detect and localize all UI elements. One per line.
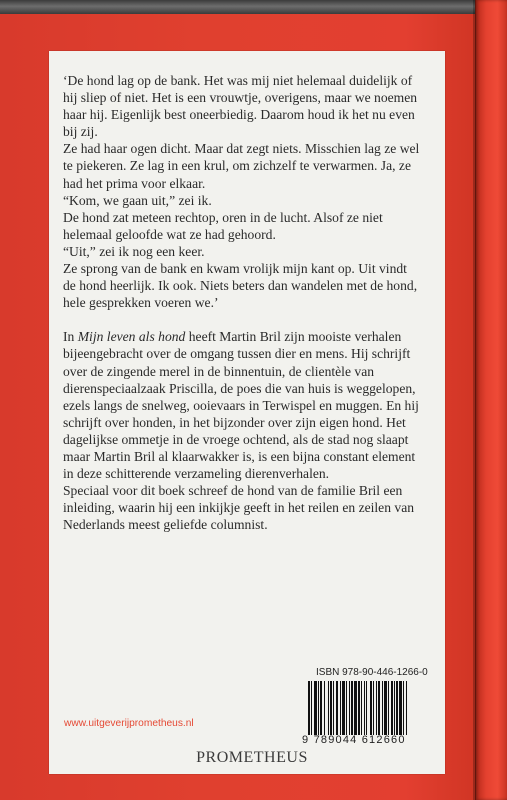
- blurb-line: bijeengebracht over de omgang tussen dier en mens. Hij schrijft: [63, 346, 411, 362]
- book-title: Mijn leven als hond: [77, 329, 186, 345]
- blurb-block: [63, 328, 435, 533]
- quote-line: helemaal geloofde wat ze had gehoord.: [63, 226, 276, 242]
- barcode-bar: [349, 681, 350, 735]
- barcode-bar: [320, 681, 322, 735]
- quote-line: Ze had haar ogen dicht. Maar dat zegt niets. Misschien lag ze wel: [63, 141, 420, 157]
- quote-line: te piekeren. Ze lag in een krul, om zichzelf te verwarmen. Ja, ze: [63, 158, 411, 174]
- barcode-bar: [399, 681, 402, 735]
- barcode-bar: [376, 681, 377, 735]
- quote-line: hele gesprekken voeren we.’: [63, 295, 219, 311]
- barcode-bar: [366, 681, 367, 735]
- barcode-bar: [358, 681, 360, 735]
- blurb-line: schrijft over honden, in het bijzonder over zijn eigen hond. Het: [63, 414, 406, 430]
- blurb-prefix: In: [63, 329, 78, 345]
- quote-line: bij zij.: [63, 124, 98, 140]
- barcode-bar: [342, 681, 345, 735]
- barcode-digits: 9 789044 612660: [302, 734, 406, 746]
- barcode-bar: [384, 681, 387, 735]
- barcode-bar: [354, 681, 357, 735]
- quote-line: Ze sprong van de bank en kwam vrolijk mijn kant op. Uit vindt: [63, 261, 407, 277]
- quote-line: ‘De hond lag op de bank. Het was mij niet helemaal duidelijk of: [63, 73, 413, 88]
- blurb-line: Nederlands meest geliefde columnist.: [63, 517, 268, 533]
- spine-fold-shadow: [473, 0, 476, 800]
- quote-line: “Uit,” zei ik nog een keer.: [63, 243, 205, 259]
- barcode-bar: [311, 681, 312, 735]
- quote-line: de hond heerlijk. Ik ook. Niets beters dan wandelen met de hond,: [63, 278, 418, 294]
- quote-line: “Kom, we gaan uit,” zei ik.: [63, 192, 212, 208]
- blurb-first-line: [63, 328, 435, 345]
- barcode-bar: [361, 681, 362, 735]
- quote-line: had het prima voor elkaar.: [63, 175, 206, 191]
- blurb-line: inleiding, waarin hij een inkijkje geeft in het reilen en zeilen van: [63, 500, 415, 516]
- blurb-first-line-rest: heeft Martin Bril zijn mooiste verhalen: [185, 329, 402, 345]
- barcode-bar: [388, 681, 389, 735]
- quote-line: De hond zat meteen rechtop, oren in de lucht. Alsof ze niet: [63, 209, 383, 225]
- barcode-bar: [324, 681, 325, 735]
- publisher-website[interactable]: www.uitgeverijprometheus.nl: [64, 718, 194, 729]
- barcode-bar: [370, 681, 372, 735]
- blurb-line: over de zingende merel in de binnentuin, de clientèle van: [63, 363, 375, 379]
- barcode-bar: [391, 681, 393, 735]
- blurb-line: dagelijkse ommetje in de vroege ochtend, als de stad nog slaapt: [63, 431, 409, 447]
- barcode-bar: [340, 681, 341, 735]
- barcode-bar: [346, 681, 347, 735]
- barcode-bar: [406, 681, 407, 735]
- back-cover-text: [63, 72, 435, 533]
- blurb-line: ezels langs de snelweg, ooievaars in Terwispel en muggen. En hij: [63, 397, 419, 413]
- barcode-bar: [364, 681, 365, 735]
- barcode-bar: [378, 681, 380, 735]
- isbn-label: ISBN 978-90-446-1266-0: [316, 667, 428, 678]
- book-spine: [475, 0, 507, 800]
- blurb-line: dierenspeciaalzaak Priscilla, de poes die van huis is weggelopen,: [63, 380, 416, 396]
- barcode-image: [308, 681, 440, 735]
- barcode-bar: [328, 681, 329, 735]
- barcode-bar: [336, 681, 338, 735]
- page-block-edge: [0, 0, 475, 14]
- barcode-bar: [308, 681, 310, 735]
- barcode-bar: [333, 681, 334, 735]
- quote-line: haar hij. Eigenlijk best oneerbiedig. Daarom houd ik het nu even: [63, 107, 415, 123]
- blurb-line: maar Martin Bril al klaarwakker is, is een bijna constant element: [63, 448, 416, 464]
- barcode-bar: [382, 681, 383, 735]
- barcode-bar: [396, 681, 398, 735]
- barcode-bar: [330, 681, 332, 735]
- publisher-logo: PROMETHEUS: [196, 749, 308, 766]
- barcode-bar: [351, 681, 353, 735]
- barcode-bar: [314, 681, 317, 735]
- barcode-bar: [318, 681, 319, 735]
- paragraph-gap: [63, 311, 435, 328]
- quote-line: hij sliep of niet. Het is een vrouwtje, overigens, maar we noemen: [63, 90, 418, 106]
- barcode-bar: [403, 681, 404, 735]
- blurb-line: Speciaal voor dit boek schreef de hond van de familie Bril een: [63, 483, 403, 499]
- blurb-line: in deze schitterende verzameling dierenverhalen.: [63, 466, 330, 482]
- barcode-bar: [394, 681, 395, 735]
- quote-block: [63, 72, 435, 311]
- barcode-bar: [373, 681, 374, 735]
